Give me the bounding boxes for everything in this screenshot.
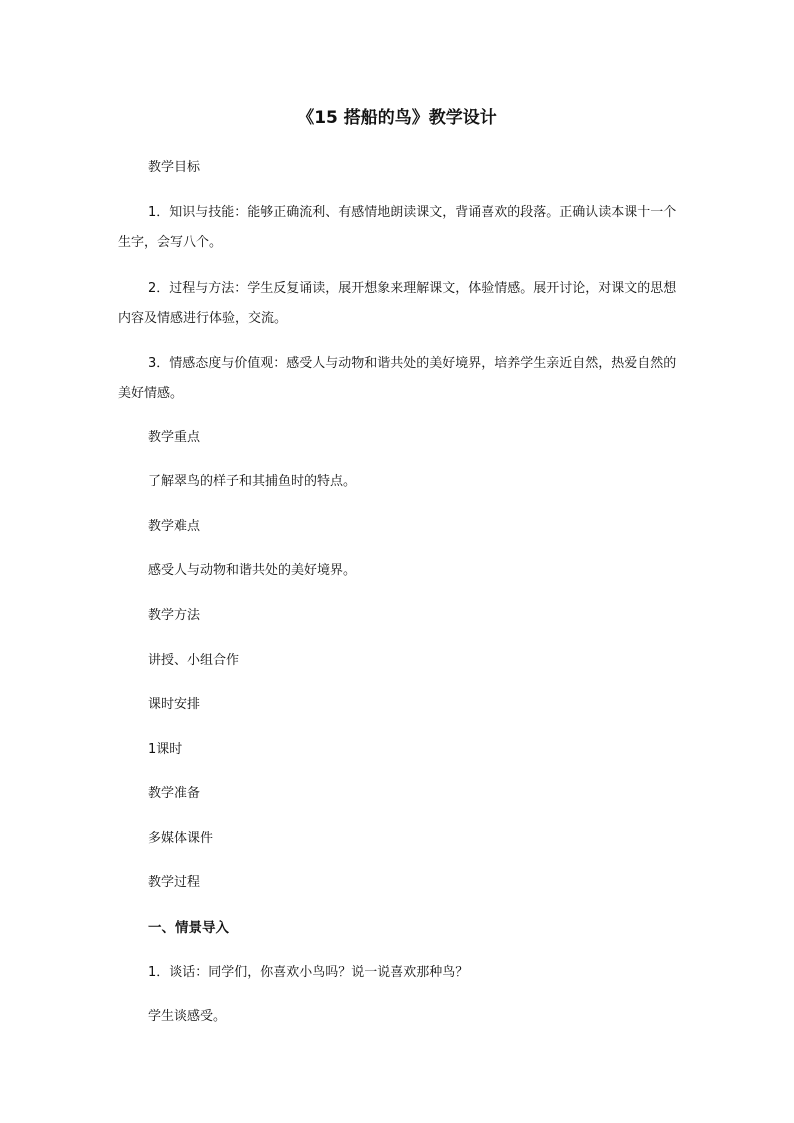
preparation-text: 多媒体课件 [148,831,214,846]
key-points-text: 了解翠鸟的样子和其捕鱼时的特点。 [148,474,357,489]
document-title: 《15 搭船的鸟》教学设计 [297,108,497,128]
key-points-heading: 教学重点 [148,430,201,445]
section-1-heading: 一、情景导入 [148,920,229,936]
step-1-response: 学生谈感受。 [148,1009,227,1024]
goal-3-paragraph: 3．情感态度与价值观：感受人与动物和谐共处的美好境界，培养学生亲近自然，热爱自然的美好情感。 [118,356,677,401]
difficulties-text: 感受人与动物和谐共处的美好境界。 [148,563,357,578]
methods-text: 讲授、小组合作 [148,653,240,668]
goals-heading: 教学目标 [148,160,201,175]
schedule-heading: 课时安排 [148,697,201,712]
goal-2-paragraph: 2．过程与方法：学生反复诵读，展开想象来理解课文，体验情感。展开讨论，对课文的思想内容及情感进行体验，交流。 [118,281,677,326]
difficulties-heading: 教学难点 [148,519,201,534]
process-heading: 教学过程 [148,875,201,890]
step-1-text: 1．谈话：同学们，你喜欢小鸟吗？说一说喜欢那种鸟？ [148,965,469,980]
schedule-text: 1课时 [148,742,183,757]
preparation-heading: 教学准备 [148,786,201,801]
goal-1-paragraph: 1．知识与技能：能够正确流利、有感情地朗读课文，背诵喜欢的段落。正确认读本课十一个生字，会写八个。 [118,205,677,250]
methods-heading: 教学方法 [148,608,201,623]
